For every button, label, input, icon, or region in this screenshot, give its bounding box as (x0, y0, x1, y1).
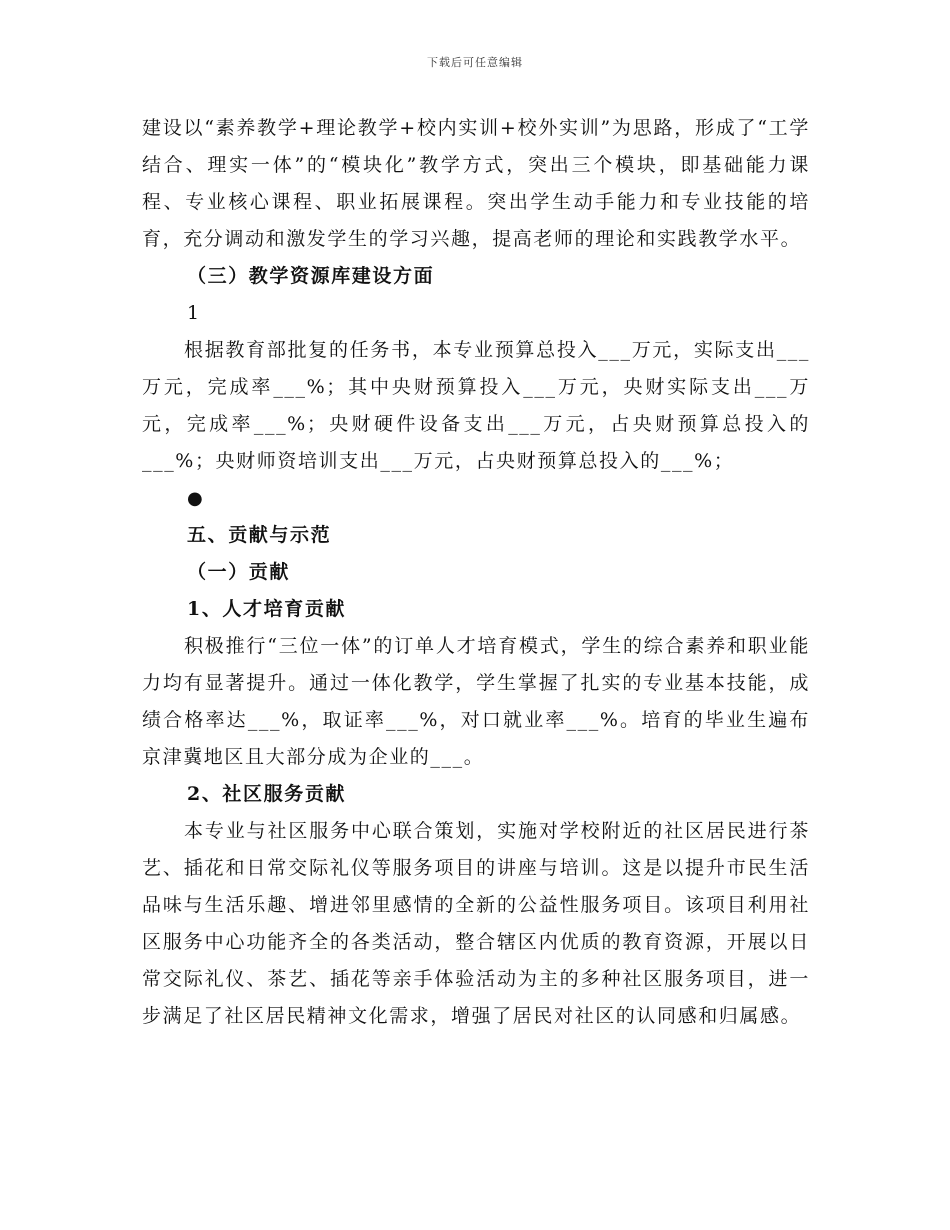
heading-contribution: （一）贡献 (187, 561, 291, 583)
list-number: 1 (187, 302, 200, 324)
heading-section-five: 五、贡献与示范 (187, 524, 332, 546)
paragraph-talent-training: 积极推行“三位一体”的订单人才培育模式，学生的综合素养和职业能力均有显著提升。通过一体化教学，学生掌握了扎实的专业基本技能，成绩合格率达___%，取证率___%，对口就业率___%。培育的毕业生遍布京津冀地区且大部分成为企业的___。 (142, 635, 810, 768)
heading-community-service: 2、社区服务贡献 (187, 783, 347, 805)
paragraph-curriculum: 建设以“素养教学+理论教学+校内实训+校外实训”为思路，形成了“工学结合、理实一体”的“模块化”教学方式，突出三个模块，即基础能力课程、专业核心课程、职业拓展课程。突出学生动手能力和专业技能的培育，充分调动和激发学生的学习兴趣，提高老师的理论和实践教学水平。 (142, 117, 810, 250)
page-header: 下载后可任意编辑 (427, 56, 523, 69)
paragraph-community-service: 本专业与社区服务中心联合策划，实施对学校附近的社区居民进行茶艺、插花和日常交际礼仪等服务项目的讲座与培训。这是以提升市民生活品味与生活乐趣、增进邻里感情的全新的公益性服务项目。该项目利用社区服务中心功能齐全的各类活动，整合辖区内优质的教育资源，开展以日常交际礼仪、茶艺、插花等亲手体验活动为主的多种社区服务项目，进一步满足了社区居民精神文化需求，增强了居民对社区的认同感和归属感。 (142, 820, 810, 1027)
document-body (142, 110, 810, 1035)
heading-teaching-resources: （三）教学资源库建设方面 (187, 265, 435, 287)
heading-talent-training: 1、人才培育贡献 (187, 598, 347, 620)
bullet-icon: ● (187, 488, 203, 509)
paragraph-budget: 根据教育部批复的任务书，本专业预算总投入___万元，实际支出___万元，完成率___%；其中央财预算投入___万元，央财实际支出___万元，完成率___%；央财硬件设备支出___万元，占央财预算总投入的___%；央财师资培训支出___万元，占央财预算总投入的___%； (142, 339, 810, 472)
